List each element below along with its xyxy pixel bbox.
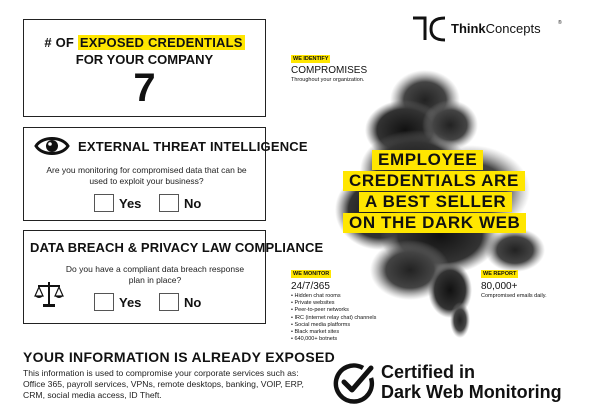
threat-yes-checkbox[interactable]: [94, 194, 114, 212]
identify-headline: COMPROMISES: [291, 65, 368, 76]
list-item: • Social media platforms: [291, 322, 376, 329]
certified-line1: Certified in: [381, 362, 476, 382]
identify-tag: WE IDENTIFY: [293, 56, 329, 62]
threat-question: Are you monitoring for compromised data that can be used to exploit your business?: [46, 165, 247, 186]
thinkconcepts-logo: [411, 14, 571, 44]
headline-line-2: CREDENTIALS ARE: [343, 171, 525, 191]
headline-line-4: ON THE DARK WEB: [343, 213, 526, 233]
list-item: • Hidden chat rooms: [291, 293, 376, 300]
credentials-highlight: EXPOSED CREDENTIALS: [79, 35, 243, 50]
monitor-headline: 24/7/365: [291, 281, 330, 292]
credentials-heading-line2: FOR YOUR COMPANY: [75, 52, 214, 67]
credentials-count: 7: [133, 66, 156, 110]
list-item: • IRC (internet relay chat) channels: [291, 315, 376, 322]
compliance-question: Do you have a compliant data breach response plan in place?: [65, 264, 245, 285]
monitor-list: [291, 293, 376, 343]
report-sub: Compromised emails daily.: [481, 293, 547, 299]
threat-intelligence-box: [23, 127, 308, 221]
threat-title: EXTERNAL THREAT INTELLIGENCE: [78, 139, 308, 154]
compliance-yes-checkbox[interactable]: [94, 293, 114, 311]
checkmark-badge-icon: [333, 362, 375, 404]
logo-text: ThinkConcepts: [451, 21, 541, 36]
threat-no-checkbox[interactable]: [159, 194, 179, 212]
credentials-heading-line1: # OF EXPOSED CREDENTIALS: [44, 35, 243, 50]
compliance-title: DATA BREACH & PRIVACY LAW COMPLIANCE: [30, 240, 324, 255]
eye-icon: [34, 134, 70, 158]
headline-line-3: A BEST SELLER: [359, 192, 512, 212]
exposed-title: YOUR INFORMATION IS ALREADY EXPOSED: [23, 349, 336, 365]
compliance-no-checkbox[interactable]: [159, 293, 179, 311]
identify-sub: Throughout your organization.: [291, 77, 365, 83]
report-headline: 80,000+: [481, 281, 518, 292]
logo-mark-icon: [411, 14, 447, 44]
exposed-credentials-box: [23, 19, 266, 117]
compliance-no-label: No: [184, 295, 202, 310]
list-item: • 640,000+ botnets: [291, 336, 376, 343]
threat-no-label: No: [184, 196, 202, 211]
certified-line2: Dark Web Monitoring: [381, 382, 562, 402]
headline-line-1: EMPLOYEE: [372, 150, 483, 170]
compliance-yes-label: Yes: [119, 295, 142, 310]
threat-yes-label: Yes: [119, 196, 142, 211]
list-item: • Peer-to-peer networks: [291, 307, 376, 314]
exposed-description: This information is used to compromise your corporate services such as: Office 365, payroll services, VPNs, remote desktops, banking, VOIP, ERP, CRM, social media access, ID Theft.: [23, 368, 304, 400]
list-item: • Private websites: [291, 300, 376, 307]
logo-registered: ®: [558, 20, 562, 26]
scale-icon: [34, 279, 64, 309]
certified-badge: [333, 360, 583, 406]
list-item: • Black market sites: [291, 329, 376, 336]
report-tag: WE REPORT: [483, 271, 517, 277]
monitor-tag: WE MONITOR: [293, 271, 330, 277]
